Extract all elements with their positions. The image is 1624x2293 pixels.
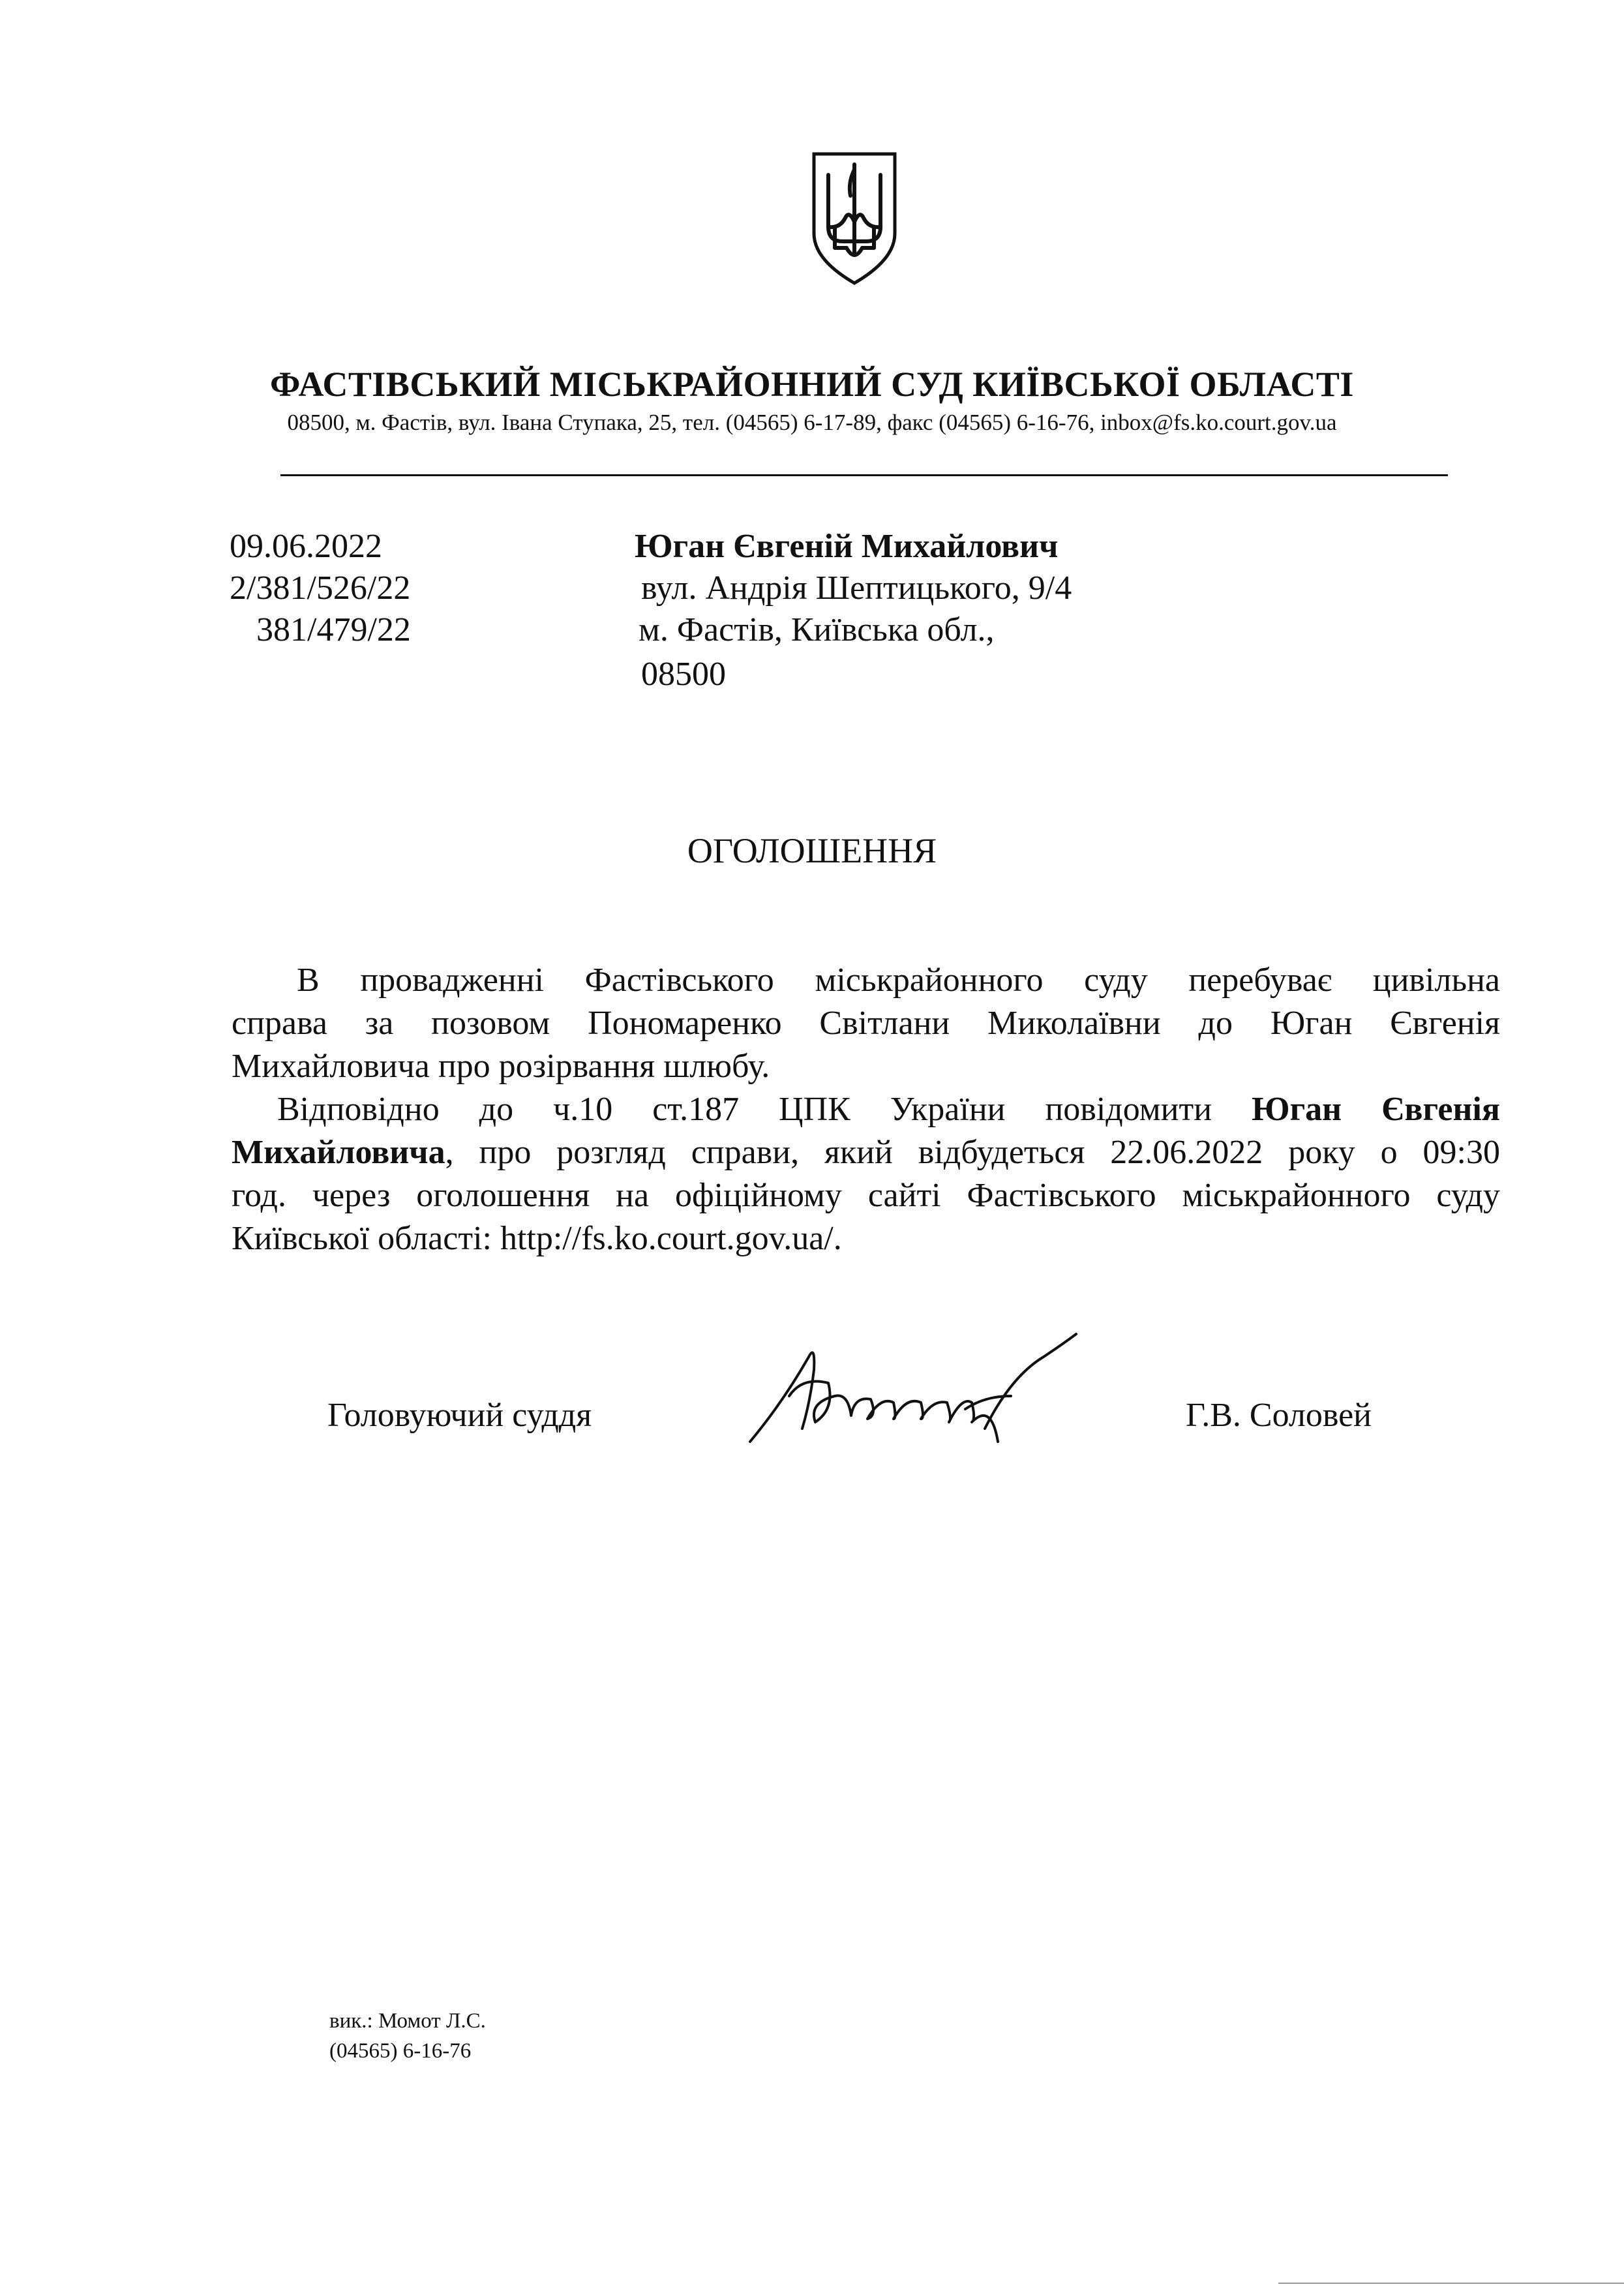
recipient-postcode: 08500 (641, 656, 726, 693)
announcement-line: Київської області: http://fs.ko.court.gov.ua/. (232, 1220, 842, 1257)
recipient-street: вул. Андрія Шептицького, 9/4 (641, 569, 1072, 607)
defendant-name-bold: Михайловича (232, 1134, 445, 1171)
outgoing-reference-number: 2/381/526/22 (230, 569, 411, 607)
document-date: 09.06.2022 (230, 528, 382, 565)
defendant-name-bold: Юган Євгенія (1252, 1091, 1500, 1128)
recipient-city: м. Фастів, Київська обл., (639, 611, 995, 648)
court-address: 08500, м. Фастів, вул. Івана Ступака, 25, тел. (04565) 6-17-89, факс (04565) 6-16-76, inbox@fs.ko.court.gov.ua (287, 410, 1337, 435)
executor-name: вик.: Момот Л.С. (329, 2009, 486, 2033)
announcement-line: год. через оголошення на офіційному сайті Фастівського міськрайонного суду (232, 1177, 1500, 1214)
hearing-text: , про розгляд справи, який відбудеться 22.06.2022 року о 09:30 (445, 1134, 1500, 1171)
executor-phone: (04565) 6-16-76 (329, 2039, 472, 2063)
ukraine-trident-emblem-icon (809, 150, 900, 287)
scan-edge-line (1278, 2283, 1624, 2284)
announcement-line (277, 1088, 1500, 1131)
announcement-line: Михайловича про розірвання шлюбу. (232, 1048, 770, 1085)
handwritten-signature (737, 1331, 1089, 1455)
header-divider (280, 474, 1448, 476)
announcement-line (232, 1131, 1500, 1174)
judge-name: Г.В. Соловей (1186, 1397, 1372, 1434)
case-number: 381/479/22 (256, 611, 411, 648)
judge-role: Головуючий суддя (327, 1397, 592, 1434)
announcement-line: справа за позовом Пономаренко Світлани Миколаївни до Юган Євгенія (232, 1005, 1500, 1042)
notice-text: Відповідно до ч.10 ст.187 ЦПК України повідомити (277, 1091, 1212, 1128)
court-title: ФАСТІВСЬКИЙ МІСЬКРАЙОННИЙ СУД КИЇВСЬКОЇ ОБЛАСТІ (270, 365, 1354, 404)
announcement-title: ОГОЛОШЕННЯ (687, 831, 937, 870)
announcement-line: В провадженні Фастівського міськрайонного суду перебуває цивільна (297, 962, 1500, 999)
recipient-name: Юган Євгеній Михайлович (635, 528, 1059, 565)
